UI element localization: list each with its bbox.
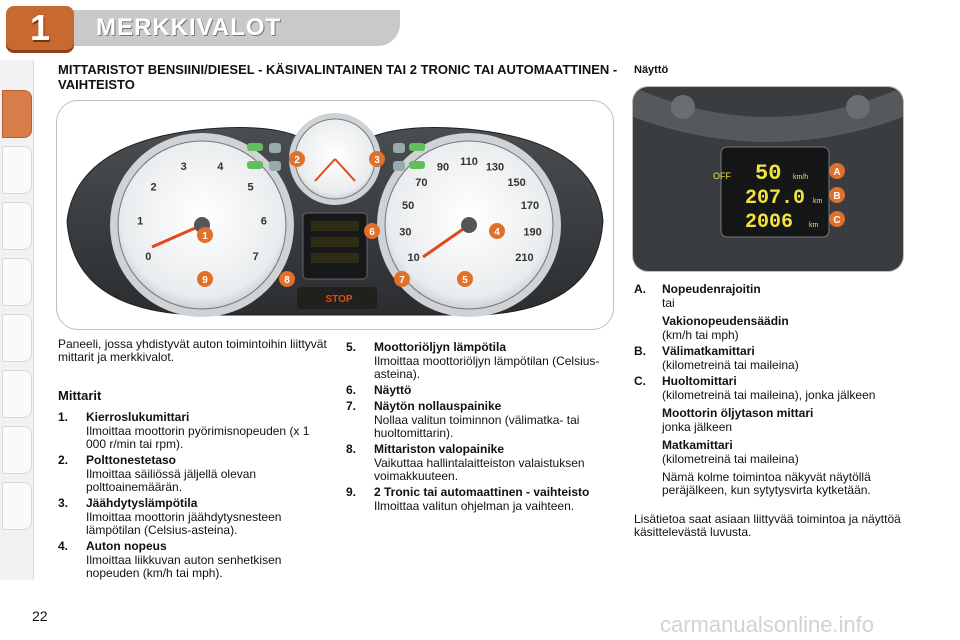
list-item: 2. Polttonestetaso bbox=[58, 453, 177, 467]
callout-label: 2 bbox=[294, 155, 300, 166]
display-photo-svg bbox=[633, 87, 903, 271]
column-left bbox=[58, 338, 328, 580]
chapter-tab[interactable] bbox=[2, 146, 32, 194]
chapter-tab[interactable] bbox=[2, 370, 32, 418]
column-right bbox=[634, 280, 924, 539]
speedo-tick-label: 170 bbox=[520, 200, 540, 213]
callout-label: 3 bbox=[374, 155, 380, 166]
chapter-badge bbox=[6, 6, 74, 50]
display-odo-value: 2006 bbox=[745, 211, 794, 234]
item-subtitle: Vakionopeudensäädin bbox=[662, 314, 789, 328]
stop-warning-area bbox=[297, 287, 377, 309]
chapter-tab[interactable] bbox=[2, 426, 32, 474]
item-subtitle: Matkamittari bbox=[662, 438, 733, 452]
display-item-a: A. Nopeudenrajoitin bbox=[634, 282, 761, 296]
item-desc: Ilmoittaa moottorin pyörimisnopeuden (x 1 000 r/min tai rpm). bbox=[86, 424, 310, 451]
speedo-tick-label: 50 bbox=[401, 200, 415, 213]
chapter-title: MERKKIVALOT bbox=[96, 14, 282, 41]
item-desc: (kilometreinä tai maileina) bbox=[662, 358, 799, 372]
list-item: 4. Auton nopeus bbox=[58, 539, 167, 553]
tach-tick-label: 0 bbox=[145, 251, 152, 263]
list-item: 9. 2 Tronic tai automaattinen - vaihteisto bbox=[346, 485, 590, 499]
item-desc: (kilometreinä tai maileina), jonka jälkeen bbox=[662, 388, 876, 402]
callout-label: 7 bbox=[399, 275, 405, 286]
item-subtitle: Moottorin öljytason mittari bbox=[662, 406, 814, 420]
callout-label: 9 bbox=[202, 275, 208, 286]
display-speed-value: 50 bbox=[755, 161, 782, 186]
page-number: 22 bbox=[32, 608, 48, 624]
item-desc: tai bbox=[662, 296, 675, 310]
item-desc: Ilmoittaa säiliössä jäljellä olevan polttoainemäärän. bbox=[86, 467, 257, 494]
callout-label: 6 bbox=[369, 227, 375, 238]
tach-tick-label: 2 bbox=[150, 181, 157, 194]
callout-label: 1 bbox=[202, 231, 208, 242]
tach-tick-label: 7 bbox=[252, 251, 259, 263]
speedo-tick-label: 10 bbox=[407, 252, 420, 264]
speedo-tick-label: 110 bbox=[460, 156, 478, 168]
list-item: 7. Näytön nollauspainike bbox=[346, 399, 502, 413]
chapter-tab[interactable] bbox=[2, 482, 32, 530]
speedo-tick-label: 30 bbox=[399, 226, 412, 239]
instrument-cluster-svg bbox=[57, 101, 613, 329]
chapter-tabs bbox=[0, 60, 34, 580]
item-desc: (km/h tai mph) bbox=[662, 328, 739, 342]
chapter-tab[interactable] bbox=[2, 258, 32, 306]
list-item: 3. Jäähdytyslämpötila bbox=[58, 496, 198, 510]
item-desc: (kilometreinä tai maileina) bbox=[662, 452, 799, 466]
display-item-b: B. Välimatkamittari bbox=[634, 344, 755, 358]
list-item: 1. Kierroslukumittari bbox=[58, 410, 190, 424]
callout-label: 5 bbox=[462, 275, 468, 286]
tach-tick-label: 3 bbox=[180, 160, 187, 173]
chapter-tab[interactable] bbox=[2, 314, 32, 362]
item-desc: Nämä kolme toimintoa näkyvät näytöllä peräjälkeen, kun sytytysvirta kytketään. bbox=[662, 470, 871, 497]
display-trip-unit: km bbox=[813, 198, 823, 205]
speedometer-dial bbox=[377, 133, 561, 317]
item-desc: Vaikuttaa hallintalaitteiston valaistuksen voimakkuuteen. bbox=[374, 456, 585, 483]
list-item: 6. Näyttö bbox=[346, 383, 412, 397]
marker-c: C bbox=[833, 215, 841, 226]
speedo-tick-label: 210 bbox=[515, 252, 534, 264]
item-desc: jonka jälkeen bbox=[662, 420, 733, 434]
list-item: 5. Moottoriöljyn lämpötila bbox=[346, 340, 506, 354]
gauges-heading: Mittarit bbox=[58, 388, 102, 403]
display-off-label: OFF bbox=[713, 171, 731, 181]
display-odo-unit: km bbox=[809, 222, 819, 229]
speedo-tick-label: 150 bbox=[507, 177, 526, 190]
callout-label: 4 bbox=[494, 227, 500, 238]
intro-text: Paneeli, jossa yhdistyvät auton toimintoihin liittyvät mittarit ja merkkivalot. bbox=[58, 337, 327, 364]
footer-note: Lisätietoa saat asiaan liittyvää toimintoa ja näyttöä käsittelevästä luvusta. bbox=[634, 512, 901, 539]
chapter-number: 1 bbox=[29, 7, 51, 48]
speedo-tick-label: 70 bbox=[415, 177, 428, 190]
speedo-tick-label: 190 bbox=[523, 226, 542, 239]
display-heading: Näyttö bbox=[634, 64, 669, 76]
display-trip-value: 207.0 bbox=[745, 187, 806, 210]
display-speed-unit: km/h bbox=[793, 174, 809, 181]
tach-tick-label: 1 bbox=[137, 215, 144, 228]
marker-a: A bbox=[833, 167, 841, 178]
watermark: carmanualsonline.info bbox=[660, 612, 875, 637]
display-markers bbox=[829, 163, 845, 227]
tach-tick-label: 5 bbox=[247, 181, 254, 194]
item-desc: Ilmoittaa valitun ohjelman ja vaihteen. bbox=[374, 499, 575, 513]
chapter-tab[interactable] bbox=[2, 202, 32, 250]
speedo-tick-label: 90 bbox=[436, 161, 450, 174]
section-heading: MITTARISTOT BENSIINI/DIESEL - KÄSIVALINTAINEN TAI 2 TRONIC TAI AUTOMAATTINEN -VAIHTEISTO bbox=[58, 62, 618, 92]
tach-tick-label: 4 bbox=[217, 160, 224, 173]
display-item-c: C. Huoltomittari bbox=[634, 374, 737, 388]
tach-tick-label: 6 bbox=[260, 215, 267, 228]
chapter-tab-active[interactable] bbox=[2, 90, 32, 138]
stop-label: STOP bbox=[325, 294, 353, 305]
marker-b: B bbox=[833, 191, 841, 202]
item-desc: Nollaa valitun toiminnon (välimatka- tai huoltomittarin). bbox=[374, 413, 580, 440]
callout-label: 8 bbox=[284, 275, 290, 286]
instrument-cluster-image bbox=[56, 100, 614, 330]
item-desc: Ilmoittaa moottorin jäähdytysnesteen lämpötilan (Celsius-asteina). bbox=[86, 510, 282, 537]
list-item: 8. Mittariston valopainike bbox=[346, 442, 505, 456]
speedo-tick-label: 130 bbox=[485, 161, 505, 174]
item-desc: Ilmoittaa moottoriöljyn lämpötilan (Celsius-asteina). bbox=[374, 354, 600, 381]
column-middle bbox=[346, 338, 610, 513]
center-display bbox=[303, 213, 367, 279]
display-photo bbox=[632, 86, 904, 272]
item-desc: Ilmoittaa liikkuvan auton senhetkisen nopeuden (km/h tai mph). bbox=[86, 553, 282, 580]
tachometer-dial bbox=[110, 133, 294, 317]
